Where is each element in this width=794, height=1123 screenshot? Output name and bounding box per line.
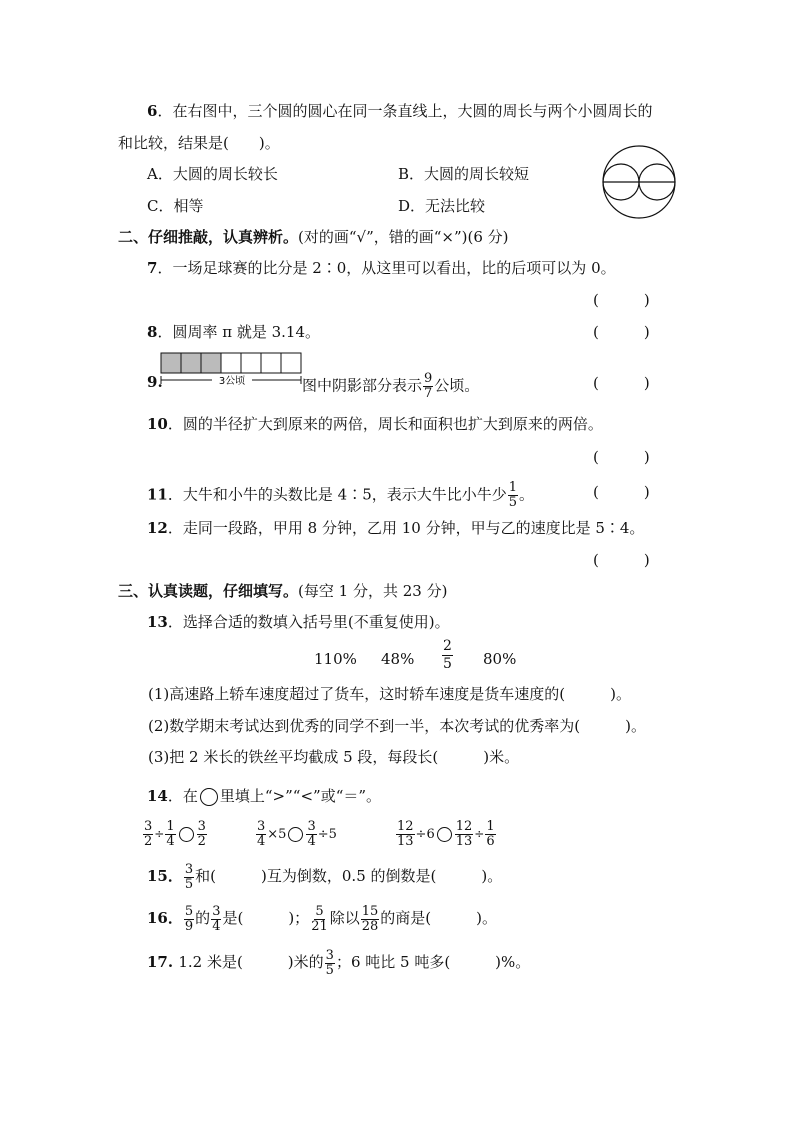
q13-part-3: (3)把 2 米长的铁丝平均截成 5 段，每段长( )米。 (148, 748, 520, 766)
q8 (147, 322, 320, 342)
q6-text-line1: ．在右图中，三个圆的圆心在同一条直线上，大圆的周长与两个小圆周长的 (157, 102, 653, 120)
q13-choice-fraction: $\frac{2}{5}$ (443, 638, 452, 672)
compare-circle-1[interactable] (179, 827, 194, 842)
q6-option-a[interactable]: A．大圆的周长较长 (147, 165, 278, 183)
bar-cell-shaded (181, 353, 201, 373)
bar-cell (241, 353, 261, 373)
q8-text: ．圆周率 π 就是 3.14。 (157, 323, 320, 341)
q9-number: 9. (147, 373, 163, 391)
q11-answer-paren[interactable]: ( ) (593, 483, 650, 501)
bar-cell (281, 353, 301, 373)
q12-number: 12 (147, 519, 168, 537)
q14-expr-1: $\frac{3}{2}$ ÷ $\frac{1}{4}$ $\frac{3}{2}$ (144, 818, 206, 849)
q13-part-1: (1)高速路上轿车速度超过了货车，这时轿车速度是货车速度的( )。 (148, 685, 631, 703)
section-3-note: (每空 1 分，共 23 分) (298, 582, 448, 600)
q6-number: 6 (147, 102, 158, 120)
q7-answer-paren[interactable]: ( ) (593, 291, 650, 309)
q13-part-2: (2)数学期末考试达到优秀的同学不到一半，本次考试的优秀率为( )。 (148, 717, 646, 735)
q8-answer-paren[interactable]: ( ) (593, 323, 650, 341)
q16-number: 16 (147, 909, 168, 927)
q14-number: 14 (147, 787, 168, 805)
q13-choice-80: 80% (483, 650, 517, 668)
q14: 14．在 里填上“>”“<”或“＝”。 (147, 787, 382, 805)
section-3-heading (118, 581, 447, 601)
q9-text: 图中阴影部分表示 $\frac{9}{7}$ 公顷。 (302, 371, 480, 401)
q7-number: 7 (147, 259, 158, 277)
q9-bar-diagram (160, 352, 304, 388)
q13-number: 13 (147, 613, 168, 631)
q13-choice-48: 48% (381, 650, 415, 668)
q14-expr-3: $\frac{12}{13}$ ÷6 $\frac{12}{13}$ ÷ $\frac{1}{6}$ (397, 818, 495, 849)
bar-cell-shaded (161, 353, 181, 373)
q15-text: 和( )互为倒数，0.5 的倒数是( )。 (195, 867, 503, 885)
section-2-heading (118, 227, 509, 247)
q12-answer-paren[interactable]: ( ) (593, 551, 650, 569)
compare-circle-icon (200, 788, 218, 806)
q13-text: ．选择合适的数填入括号里(不重复使用)。 (167, 613, 450, 631)
three-circles-figure (598, 144, 680, 220)
bar-cell (221, 353, 241, 373)
q11-fraction: $\frac{1}{5}$ (508, 480, 518, 510)
q7-text: ．一场足球赛的比分是 2∶0，从这里可以看出，比的后项可以为 0。 (157, 259, 616, 277)
q17-number: 17 (147, 953, 168, 971)
q7 (147, 258, 616, 278)
q10-text: ．圆的半径扩大到原来的两倍，周长和面积也扩大到原来的两倍。 (167, 415, 603, 433)
q8-number: 8 (147, 323, 158, 341)
q6-option-c[interactable]: C．相等 (147, 197, 204, 215)
q12 (147, 518, 644, 538)
compare-circle-2[interactable] (288, 827, 303, 842)
q15-number: 15 (147, 867, 168, 885)
section-2-note: (对的画“√”，错的画“×”)(6 分) (298, 228, 509, 246)
q10 (147, 414, 603, 434)
q10-number: 10 (147, 415, 168, 433)
q11: 11．大牛和小牛的头数比是 4∶5，表示大牛比小牛少 $\frac{1}{5}$ 。 (147, 480, 535, 510)
section-2-title: 二、仔细推敲，认真辨析。 (118, 228, 299, 246)
q16: 16． $\frac{5}{9}$ 的 $\frac{3}{4}$ 是( )； $\frac{5}{21}$ 除以 $\frac{15}{28}$ 的商是( )。 (147, 903, 498, 934)
q14-expr-2: $\frac{3}{4}$ ×5 $\frac{3}{4}$ ÷5 (257, 818, 337, 849)
q6-text-line2: 和比较，结果是( )。 (118, 134, 280, 152)
q6-line1 (147, 101, 652, 121)
q6-option-d[interactable]: D．无法比较 (398, 197, 486, 215)
bar-label: 3公顷 (218, 376, 246, 387)
q15: 15． $\frac{3}{5}$ 和( )互为倒数，0.5 的倒数是( )。 (147, 861, 503, 892)
q10-answer-paren[interactable]: ( ) (593, 448, 650, 466)
compare-circle-3[interactable] (437, 827, 452, 842)
q12-text: ．走同一段路，甲用 8 分钟，乙用 10 分钟，甲与乙的速度比是 5∶4。 (167, 519, 645, 537)
q11-number: 11 (147, 485, 168, 504)
q9-answer-paren[interactable]: ( ) (593, 374, 650, 392)
q13 (147, 612, 450, 632)
q17: 17. 1.2 米是( )米的 $\frac{3}{5}$ ；6 吨比 5 吨多( )%。 (147, 947, 531, 978)
section-3-title: 三、认真读题，仔细填写。 (118, 582, 299, 600)
q13-choice-110: 110% (314, 650, 357, 668)
q9-fraction: $\frac{9}{7}$ (424, 371, 433, 401)
bar-cell (261, 353, 281, 373)
bar-cell-shaded (201, 353, 221, 373)
q6-option-b[interactable]: B．大圆的周长较短 (398, 165, 530, 183)
